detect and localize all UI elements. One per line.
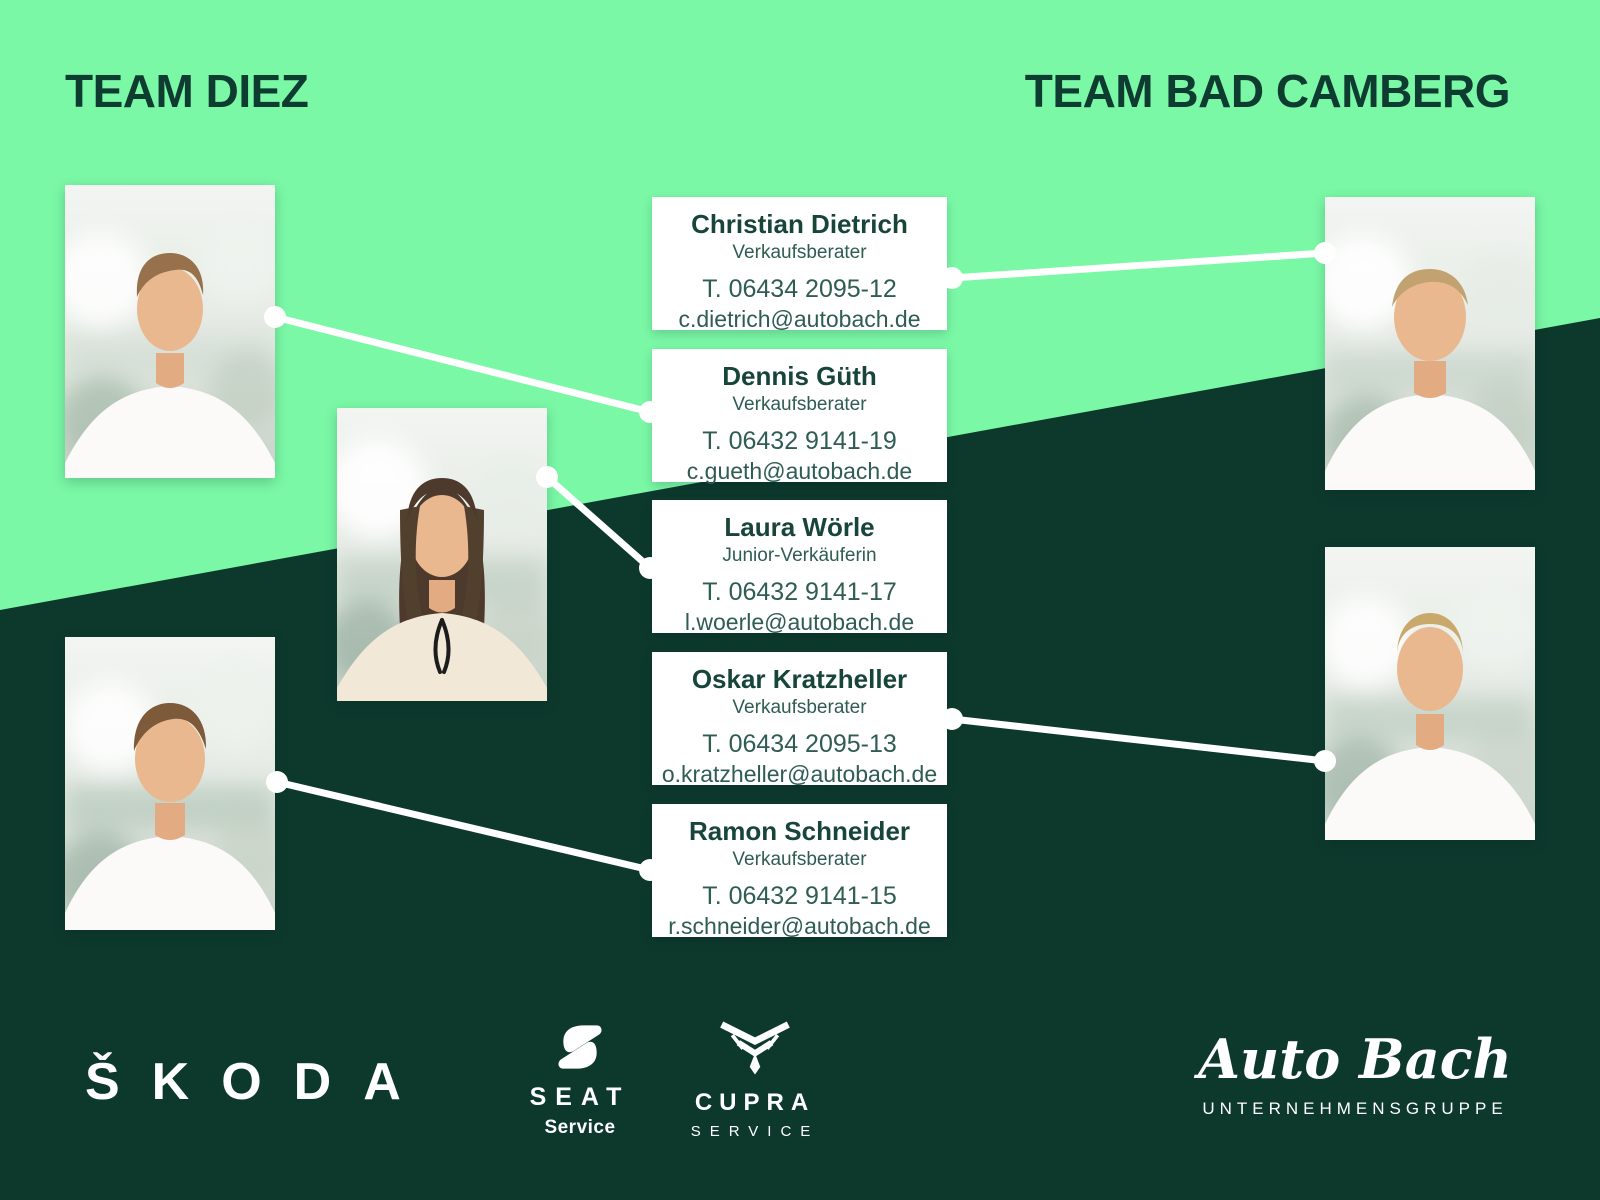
person-role: Verkaufsberater	[732, 393, 867, 415]
person-phone: T. 06432 9141-15	[702, 881, 897, 910]
portrait-photo-oskar-kratzheller	[1325, 547, 1535, 840]
contact-card-ramon-schneider	[652, 804, 947, 937]
person-name: Ramon Schneider	[688, 816, 911, 846]
person-name: Oskar Kratzheller	[691, 664, 908, 694]
portrait-photo-dennis-gueth	[65, 185, 275, 478]
autobach-logo	[1195, 1027, 1515, 1119]
person-role: Verkaufsberater	[732, 241, 867, 263]
seat-logo	[505, 1022, 655, 1139]
contact-card-laura-woerle	[652, 500, 947, 633]
portrait-photo-christian-dietrich	[1325, 197, 1535, 490]
portrait-placeholder	[65, 185, 275, 478]
person-name: Christian Dietrich	[691, 209, 908, 239]
person-role: Verkaufsberater	[732, 848, 867, 870]
person-phone: T. 06432 9141-19	[702, 426, 897, 455]
team-bad-camberg-title: TEAM BAD CAMBERG	[1024, 65, 1510, 117]
person-phone: T. 06434 2095-13	[702, 729, 897, 758]
person-role: Verkaufsberater	[732, 696, 867, 718]
cupra-logo	[675, 1020, 835, 1140]
skoda-logo: ŠKODA	[85, 1053, 433, 1111]
cupra-emblem-icon	[717, 1020, 793, 1076]
cupra-service-label: SERVICE	[690, 1123, 820, 1140]
person-role: Junior-Verkäuferin	[722, 544, 877, 566]
autobach-script-wordmark: Auto Bach	[1198, 1027, 1512, 1091]
seat-wordmark: SEAT	[529, 1083, 631, 1111]
seat-s-icon	[552, 1022, 608, 1072]
portrait-photo-ramon-schneider	[65, 637, 275, 930]
team-diez-title: TEAM DIEZ	[65, 65, 309, 117]
portrait-placeholder	[1325, 547, 1535, 840]
person-email: c.dietrich@autobach.de	[678, 305, 921, 332]
contact-card-oskar-kratzheller	[652, 652, 947, 785]
person-email: c.gueth@autobach.de	[686, 457, 913, 484]
person-name: Dennis Güth	[722, 361, 877, 391]
autobach-unternehmensgruppe-label: UNTERNEHMENSGRUPPE	[1202, 1099, 1508, 1119]
person-email: l.woerle@autobach.de	[684, 608, 915, 635]
person-email: r.schneider@autobach.de	[668, 912, 931, 939]
person-email: o.kratzheller@autobach.de	[661, 760, 938, 787]
person-phone: T. 06432 9141-17	[702, 577, 897, 606]
cupra-wordmark: CUPRA	[694, 1089, 816, 1116]
seat-service-label: Service	[544, 1117, 616, 1138]
contact-card-dennis-gueth	[652, 349, 947, 482]
portrait-placeholder	[337, 408, 547, 701]
portrait-photo-laura-woerle	[337, 408, 547, 701]
person-phone: T. 06434 2095-12	[702, 274, 897, 303]
portrait-placeholder	[1325, 197, 1535, 490]
contact-card-christian-dietrich	[652, 197, 947, 330]
person-name: Laura Wörle	[724, 512, 875, 542]
portrait-placeholder	[65, 637, 275, 930]
